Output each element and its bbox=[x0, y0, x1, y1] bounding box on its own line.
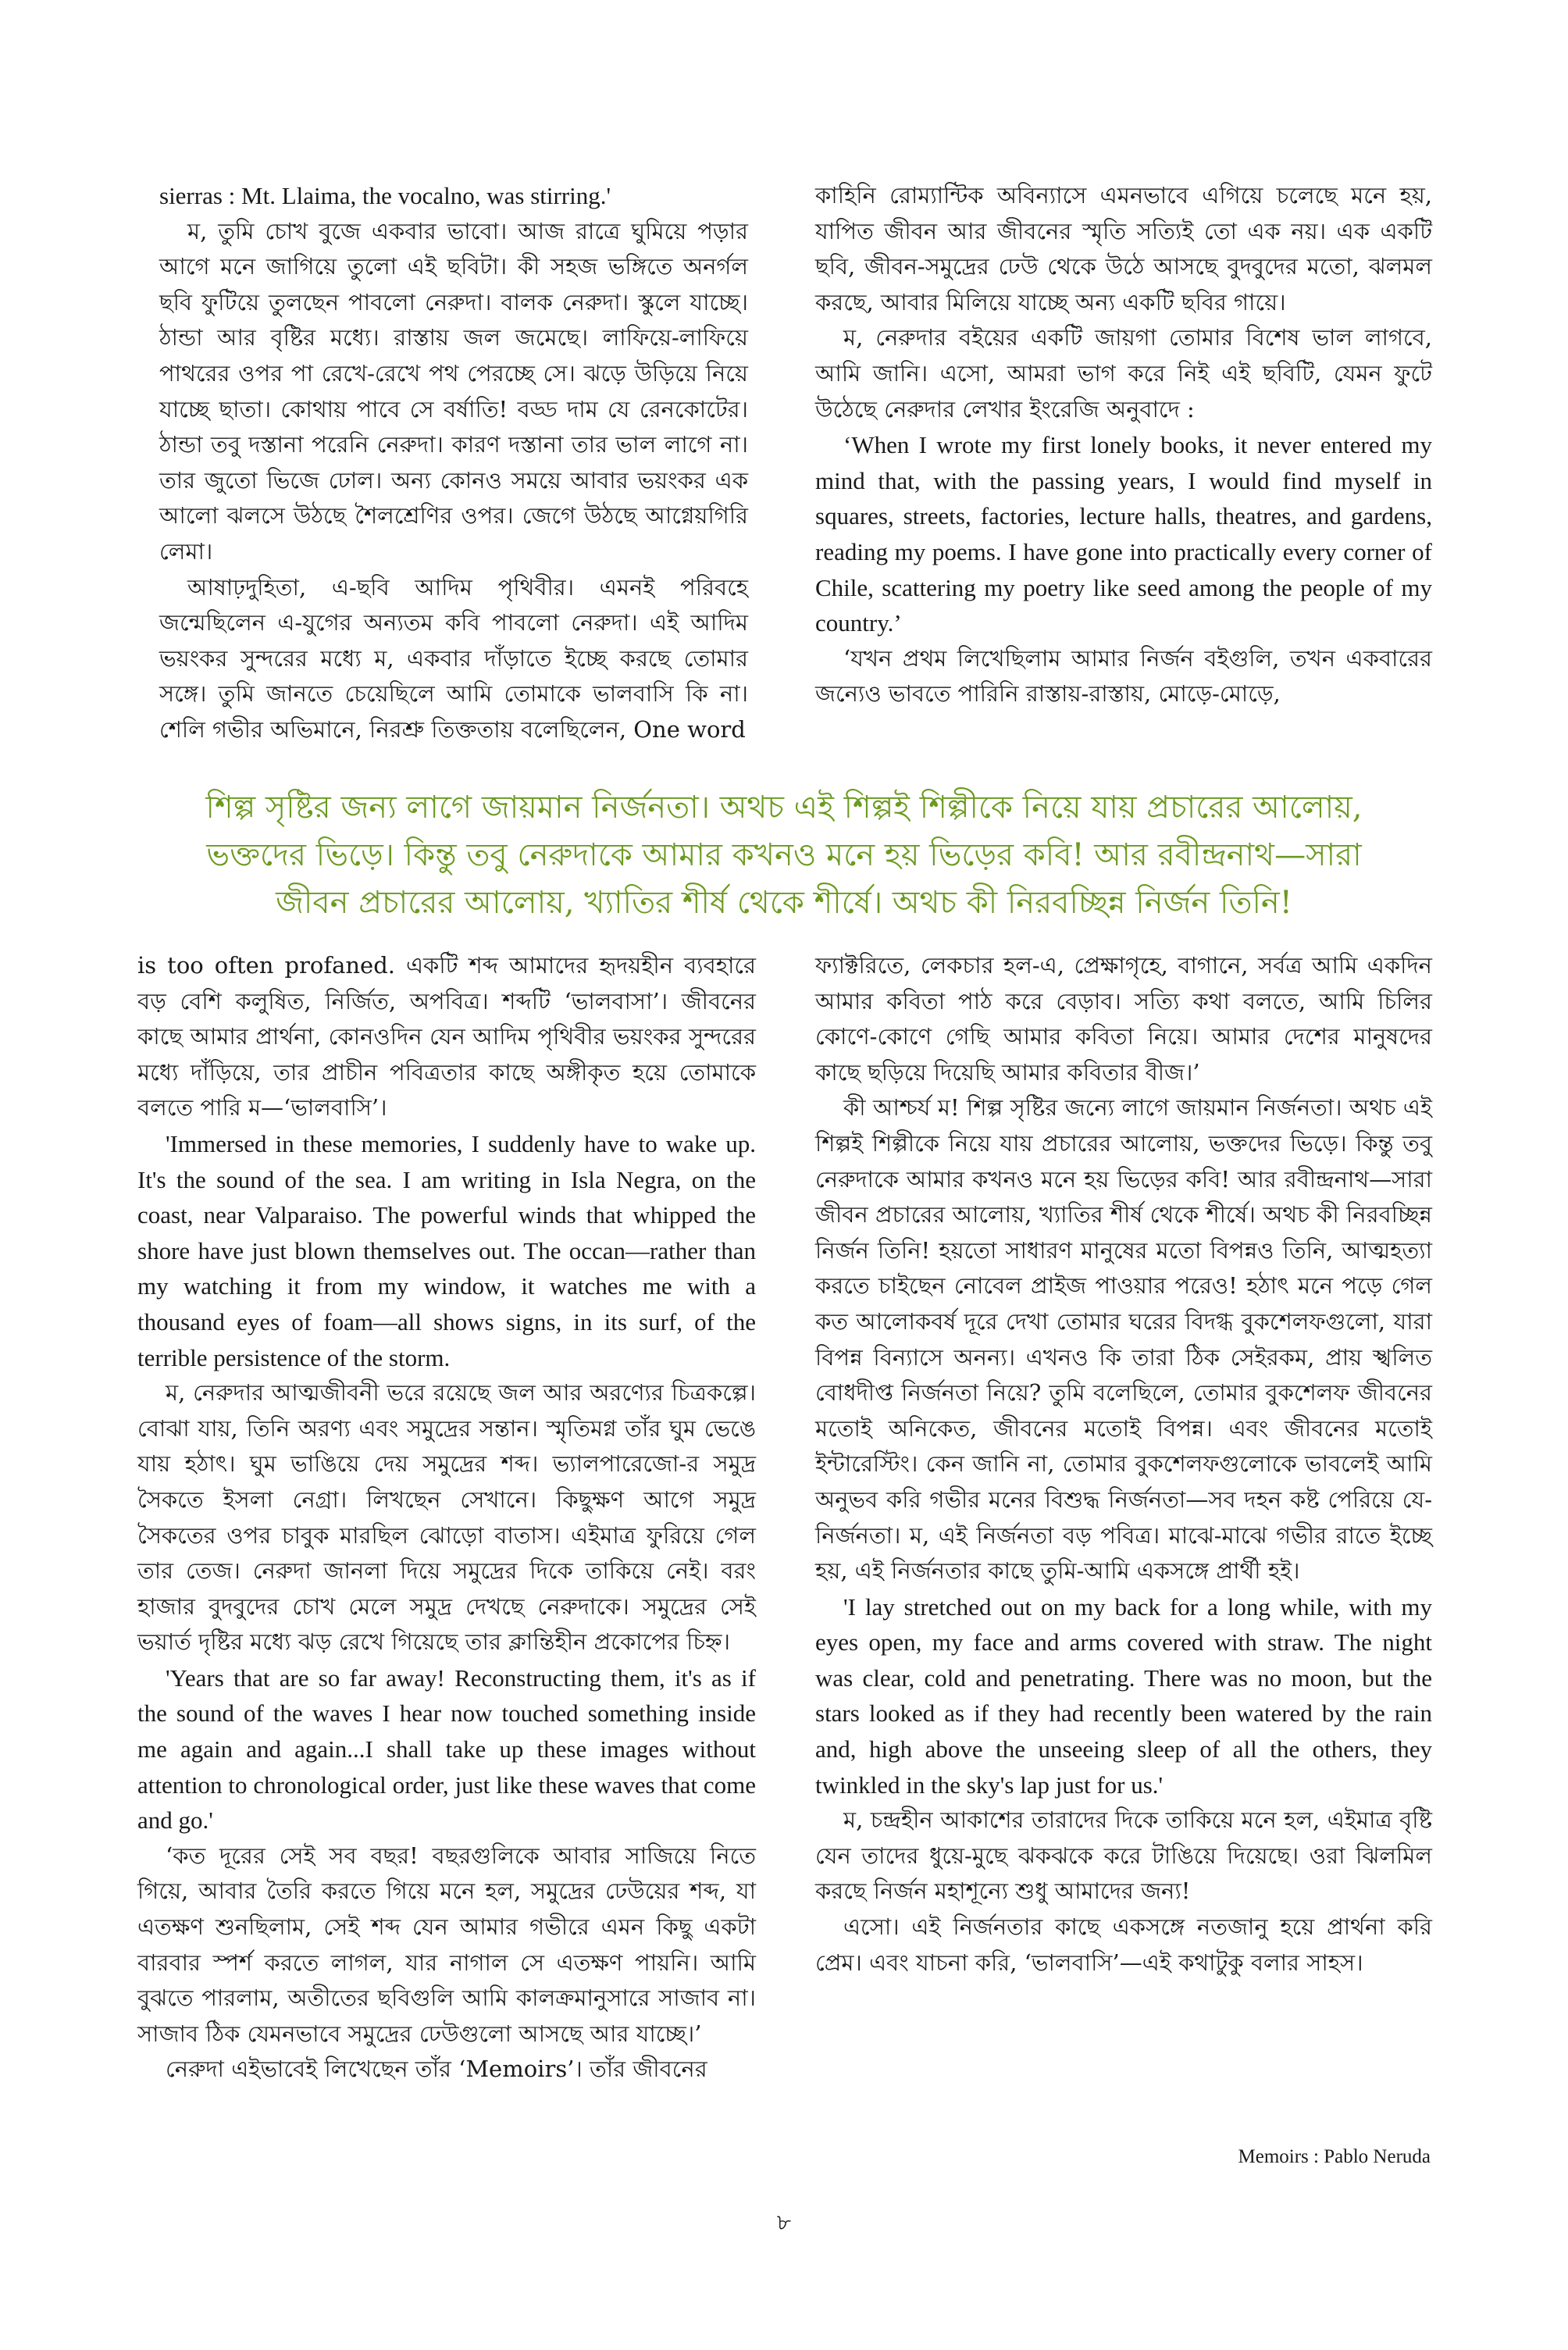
paragraph: কী আশ্চর্য ম! শিল্প সৃষ্টির জন্যে লাগে জায়মান নির্জনতা। অথচ এই শিল্পই শিল্পীকে নিয়ে যায় প্রচারের আলোয়, ভক্তদের ভিড়ে। কিন্তু তবু নেরুদাকে আমার কখনও মনে হয় ভিড়ের কবি! আর রবীন্দ্রনাথ—সারা জীবন প্রচারের আলোয়, খ্যাতির শীর্ষ থেকে শীর্ষে। অথচ কী নিরবচ্ছিন্ন নির্জন তিনি! হয়তো সাধারণ মানুষের মতো বিপন্নও তিনি, আত্মহত্যা করতে চাইছেন নোবেল প্রাইজ পাওয়ার পরেও! হঠাৎ মনে পড়ে গেল কত আলোকবর্ষ দূরে দেখা তোমার ঘরের বিদগ্ধ বুকশেলফগুলো, যারা বিপন্ন বিন্যাসে অনন্য। এখনও কি তারা ঠিক সেইরকম, প্রায় স্খলিত বোধদীপ্ত নির্জনতা নিয়ে? তুমি বলেছিলে, তোমার বুকশেলফ জীবনের মতোই অনিকেত, জীবনের মতোই বিপন্ন। এবং জীবনের মতোই ইন্টারেস্টিং। কেন জানি না, তোমার বুকশেলফগুলোকে ভাবলেই আমি অনুভব করি গভীর মনের বিশুদ্ধ নির্জনতা—সব দহন কষ্ট পেরিয়ে যে-নির্জনতা। ম, এই নির্জনতা বড় পবিত্র। মাঝে-মাঝে গভীর রাতে ইচ্ছে হয়, এই নির্জনতার কাছে তুমি-আমি একসঙ্গে প্রার্থী হই। bbox=[815, 1094, 1432, 1585]
column-top-right bbox=[815, 178, 1432, 712]
pull-quote-line: ভক্তদের ভিড়ে। কিন্তু তবু নেরুদাকে আমার কখনও মনে হয় ভিড়ের কবি! আর রবীন্দ্রনাথ—সারা bbox=[206, 837, 1362, 873]
paragraph: ‘কত দূরের সেই সব বছর! বছরগুলিকে আবার সাজিয়ে নিতে গিয়ে, আবার তৈরি করতে গিয়ে মনে হল, সমুদ্রের ঢেউয়ের শব্দ, যা এতক্ষণ শুনছিলাম, সেই শব্দ যেন আমার গভীরে এমন কিছু একটা বারবার স্পর্শ করতে লাগল, যার নাগাল সে এতক্ষণ পায়নি। আমি বুঝতে পারলাম, অতীতের ছবিগুলি আমি কালক্রমানুসারে সাজাব না। সাজাব ঠিক যেমনভাবে সমুদ্রের ঢেউগুলো আসছে আর যাচ্ছে।’ bbox=[137, 1842, 756, 2047]
paragraph: ‘When I wrote my first lonely books, it never entered my mind that, with the passing years, I would find myself in squares, streets, factories, lecture halls, theatres, and gardens, reading my poems. I have gone into practically every corner of Chile, scattering my poetry like seed among the people of my country.’ bbox=[815, 431, 1432, 637]
paragraph: আষাঢ়দুহিতা, এ-ছবি আদিম পৃথিবীর। এমনই পরিবহে জন্মেছিলেন এ-যুগের অন্যতম কবি পাবলো নেরুদা। এই আদিম ভয়ংকর সুন্দরের মধ্যে ম, একবার দাঁড়াতে ইচ্ছে করছে তোমার সঙ্গে। তুমি জানতে চেয়েছিলে আমি তোমাকে ভালবাসি কি না। শেলি গভীর অভিমানে, নিরশ্রু তিক্ততায় বলেছিলেন, One word bbox=[159, 573, 748, 743]
paragraph: ম, নেরুদার আত্মজীবনী ভরে রয়েছে জল আর অরণ্যের চিত্রকল্পে। বোঝা যায়, তিনি অরণ্য এবং সমুদ্রের সন্তান। স্মৃতিমগ্ন তাঁর ঘুম ভেঙে যায় হঠাৎ। ঘুম ভাঙিয়ে দেয় সমুদ্রের শব্দ। ভ্যালপারেজো-র সমুদ্র সৈকতে ইসলা নেগ্রা। লিখছেন সেখানে। কিছুক্ষণ আগে সমুদ্র সৈকতের ওপর চাবুক মারছিল ঝোড়ো বাতাস। এইমাত্র ফুরিয়ে গেল তার তেজ। নেরুদা জানলা দিয়ে সমুদ্রের দিকে তাকিয়ে নেই। বরং হাজার বুদবুদের চোখ মেলে সমুদ্র দেখছে নেরুদাকে। সমুদ্রের সেই ভয়ার্ত দৃষ্টির মধ্যে ঝড় রেখে গিয়েছে তার ক্লান্তিহীন প্রকোপের চিহ্ন। bbox=[137, 1379, 756, 1656]
paragraph: ম, নেরুদার বইয়ের একটি জায়গা তোমার বিশেষ ভাল লাগবে, আমি জানি। এসো, আমরা ভাগ করে নিই এই ছবিটি, যেমন ফুটে উঠেছে নেরুদার লেখার ইংরেজি অনুবাদে : bbox=[815, 324, 1432, 423]
paragraph: ফ্যাক্টরিতে, লেকচার হল-এ, প্রেক্ষাগৃহে, বাগানে, সর্বত্র আমি একদিন আমার কবিতা পাঠ করে বেড়াব। সত্যি কথা বলতে, আমি চিলির কোণে-কোণে গেছি আমার কবিতা নিয়ে। আমার দেশের মানুষদের কাছে ছড়িয়ে দিয়েছি আমার কবিতার বীজ।’ bbox=[815, 952, 1432, 1086]
paragraph: ‘যখন প্রথম লিখেছিলাম আমার নির্জন বইগুলি, তখন একবারের জন্যেও ভাবতে পারিনি রাস্তায়-রাস্তায়, মোড়ে-মোড়ে, bbox=[815, 644, 1432, 708]
pull-quote-line: শিল্প সৃষ্টির জন্য লাগে জায়মান নির্জনতা। অথচ এই শিল্পই শিল্পীকে নিয়ে যায় প্রচারের আলোয়, bbox=[205, 790, 1363, 826]
paragraph: নেরুদা এইভাবেই লিখেছেন তাঁর ‘Memoirs’। তাঁর জীবনের bbox=[166, 2056, 707, 2083]
page-number: ৮ bbox=[776, 2209, 792, 2235]
pull-quote-line: জীবন প্রচারের আলোয়, খ্যাতির শীর্ষ থেকে শীর্ষে। অথচ কী নিরবচ্ছিন্ন নির্জন তিনি! bbox=[276, 885, 1292, 921]
paragraph: is too often profaned. একটি শব্দ আমাদের হৃদয়হীন ব্যবহারে বড় বেশি কলুষিত, নির্জিত, অপবিত্র। শব্দটি ‘ভালবাসা’। জীবনের কাছে আমার প্রার্থনা, কোনওদিন যেন আদিম পৃথিবীর ভয়ংকর সুন্দরের মধ্যে দাঁড়িয়ে, তার প্রাচীন পবিত্রতার কাছে অঙ্গীকৃত হয়ে তোমাকে বলতে পারি ম—‘ভালবাসি’। bbox=[137, 952, 756, 1122]
paragraph: ম, তুমি চোখ বুজে একবার ভাবো। আজ রাত্রে ঘুমিয়ে পড়ার আগে মনে জাগিয়ে তুলো এই ছবিটা। কী সহজ ভঙ্গিতে অনর্গল ছবি ফুটিয়ে তুলছেন পাবলো নেরুদা। বালক নেরুদা। স্কুলে যাচ্ছে। ঠান্ডা আর বৃষ্টির মধ্যে। রাস্তায় জল জমেছে। লাফিয়ে-লাফিয়ে পাথরের ওপর পা রেখে-রেখে পথ পেরচ্ছে সে। ঝড়ে উড়িয়ে নিয়ে যাচ্ছে ছাতা। কোথায় পাবে সে বর্ষাতি! বড্ড দাম যে রেনকোটের। ঠান্ডা তবু দস্তানা পরেনি নেরুদা। কারণ দস্তানা তার ভাল লাগে না। তার জুতো ভিজে ঢোল। অন্য কোনও সময়ে আবার ভয়ংকর এক আলো ঝলসে উঠছে শৈলশ্রেণির ওপর। জেগে উঠছে আগ্নেয়গিরি লেমা। bbox=[159, 217, 748, 565]
paragraph: ম, চন্দ্রহীন আকাশের তারাদের দিকে তাকিয়ে মনে হল, এইমাত্র বৃষ্টি যেন তাদের ধুয়ে-মুছে ঝকঝকে করে টাঙিয়ে দিয়েছে। ওরা ঝিলমিল করছে নির্জন মহাশূন্যে শুধু আমাদের জন্য! bbox=[815, 1806, 1432, 1905]
paragraph: 'I lay stretched out on my back for a long while, with my eyes open, my face and arms covered with straw. The night was clear, cold and penetrating. There was no moon, but the stars looked as if they had recently been watered by the rain and, high above the unseeing sleep of all the others, they twinkled in the sky's lap just for us.' bbox=[815, 1592, 1432, 1799]
paragraph: এসো। এই নির্জনতার কাছে একসঙ্গে নতজানু হয়ে প্রার্থনা করি প্রেম। এবং যাচনা করি, ‘ভালবাসি’—এই কথাটুকু বলার সাহস। bbox=[815, 1913, 1432, 1976]
paragraph: 'Years that are so far away! Reconstructing them, it's as if the sound of the waves I hear now touched something inside me again and again...I shall take up these images without attention to chronological order, just like these waves that come and go.' bbox=[137, 1664, 756, 1835]
caption: Memoirs : Pablo Neruda bbox=[1238, 2146, 1431, 2167]
column-top-left bbox=[159, 178, 748, 748]
pull-quote bbox=[125, 784, 1443, 927]
column-bottom-right bbox=[815, 948, 1432, 1981]
paragraph: কাহিনি রোম্যান্টিক অবিন্যাসে এমনভাবে এগিয়ে চলেছে মনে হয়, যাপিত জীবন আর জীবনের স্মৃতি সত্যিই তো এক নয়। এক একটি ছবি, জীবন-সমুদ্রের ঢেউ থেকে উঠে আসছে বুদবুদের মতো, ঝলমল করছে, আবার মিলিয়ে যাচ্ছে অন্য একটি ছবির গায়ে। bbox=[815, 182, 1432, 316]
paragraph: 'Immersed in these memories, I suddenly have to wake up. It's the sound of the sea. I am writing in Isla Negra, on the coast, near Valparaiso. The powerful winds that whipped the shore have just blown themselves out. The occan—rather than my watching it from my window, it watches me with a thousand eyes of foam—all shows signs, in its surf, of the terrible persistence of the storm. bbox=[137, 1129, 756, 1371]
paragraph: sierras : Mt. Llaima, the vocalno, was stirring.' bbox=[159, 182, 611, 209]
column-bottom-left bbox=[137, 948, 756, 2088]
